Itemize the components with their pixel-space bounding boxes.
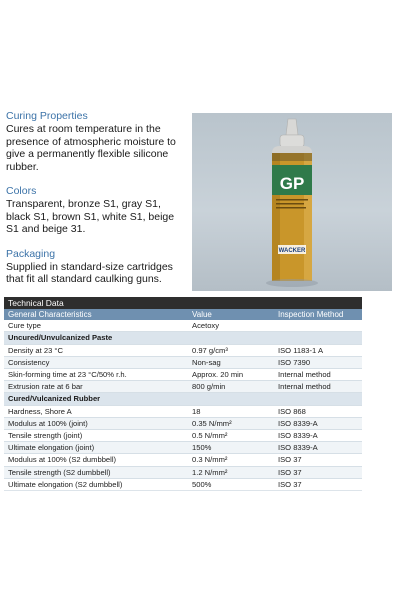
table-cell: Cure type xyxy=(4,320,188,332)
table-row xyxy=(4,344,362,356)
table-cell: Internal method xyxy=(274,369,362,381)
cartridge-image xyxy=(192,113,392,291)
table-cell xyxy=(274,332,362,344)
table-cell: Uncured/Unvulcanized Paste xyxy=(4,332,188,344)
table-row xyxy=(4,369,362,381)
table-cell: Modulus at 100% (S2 dumbbell) xyxy=(4,454,188,466)
table-cell: Consistency xyxy=(4,356,188,368)
curing-title: Curing Properties xyxy=(6,110,88,122)
table-row xyxy=(4,356,362,368)
table-cell: Acetoxy xyxy=(188,320,274,332)
table-section-row xyxy=(4,332,362,344)
table-cell: ISO 868 xyxy=(274,405,362,417)
packaging-text: Supplied in standard-size cartridges that fit all standard caulking guns. xyxy=(6,260,173,285)
table-cell: 1.2 N/mm² xyxy=(188,466,274,478)
table-cell: 0.5 N/mm² xyxy=(188,430,274,442)
technical-data-header: Technical Data xyxy=(4,297,362,309)
table-cell: ISO 8339-A xyxy=(274,442,362,454)
column-header: Value xyxy=(188,309,274,320)
technical-data-table xyxy=(4,297,362,491)
table-cell: Approx. 20 min xyxy=(188,369,274,381)
table-cell xyxy=(188,332,274,344)
table-cell: ISO 37 xyxy=(274,478,362,490)
table-cell: Density at 23 °C xyxy=(4,344,188,356)
table-cell: 150% xyxy=(188,442,274,454)
table-cell: Skin-forming time at 23 °C/50% r.h. xyxy=(4,369,188,381)
table-cell: Internal method xyxy=(274,381,362,393)
table-row xyxy=(4,454,362,466)
table-cell: ISO 7390 xyxy=(274,356,362,368)
product-description xyxy=(6,110,188,298)
column-header: General Characteristics xyxy=(4,309,188,320)
table-cell: ISO 37 xyxy=(274,454,362,466)
column-header: Inspection Method xyxy=(274,309,362,320)
table-cell: Hardness, Shore A xyxy=(4,405,188,417)
table-row xyxy=(4,442,362,454)
table-cell: 500% xyxy=(188,478,274,490)
table-cell: Modulus at 100% (joint) xyxy=(4,417,188,429)
table-cell: Cured/Vulcanized Rubber xyxy=(4,393,188,405)
table-cell xyxy=(274,393,362,405)
table-cell xyxy=(274,320,362,332)
table-cell: 0.35 N/mm² xyxy=(188,417,274,429)
table-cell: ISO 37 xyxy=(274,466,362,478)
table-cell: Tensile strength (S2 dumbbell) xyxy=(4,466,188,478)
table-cell: Non-sag xyxy=(188,356,274,368)
curing-text: Cures at room temperature in the presence of atmospheric moisture to give a permanently flexible silicone rubber. xyxy=(6,123,176,173)
table-cell: Ultimate elongation (S2 dumbbell) xyxy=(4,478,188,490)
table-cell: Extrusion rate at 6 bar xyxy=(4,381,188,393)
table-cell: Ultimate elongation (joint) xyxy=(4,442,188,454)
colors-text: Transparent, bronze S1, gray S1, black S1, brown S1, white S1, beige S1 and beige 31. xyxy=(6,198,175,235)
table-row xyxy=(4,320,362,332)
table-cell: Tensile strength (joint) xyxy=(4,430,188,442)
table-row xyxy=(4,381,362,393)
table-cell: ISO 1183-1 A xyxy=(274,344,362,356)
table-cell: 0.3 N/mm² xyxy=(188,454,274,466)
colors-title: Colors xyxy=(6,185,37,197)
table-row xyxy=(4,466,362,478)
table-row xyxy=(4,405,362,417)
table-row xyxy=(4,430,362,442)
table-cell: 800 g/min xyxy=(188,381,274,393)
table-section-row xyxy=(4,393,362,405)
table-cell: 0.97 g/cm³ xyxy=(188,344,274,356)
packaging-title: Packaging xyxy=(6,247,56,260)
technical-table xyxy=(4,309,362,491)
product-photo xyxy=(192,113,392,291)
table-cell: ISO 8339-A xyxy=(274,417,362,429)
table-column-header xyxy=(4,309,362,320)
table-cell: ISO 8339-A xyxy=(274,430,362,442)
cartridge-brand: WACKER xyxy=(278,248,306,254)
table-cell xyxy=(188,393,274,405)
table-cell: 18 xyxy=(188,405,274,417)
fade-overlay xyxy=(4,489,362,499)
cartridge-label-big: GP xyxy=(279,174,305,193)
table-row xyxy=(4,417,362,429)
